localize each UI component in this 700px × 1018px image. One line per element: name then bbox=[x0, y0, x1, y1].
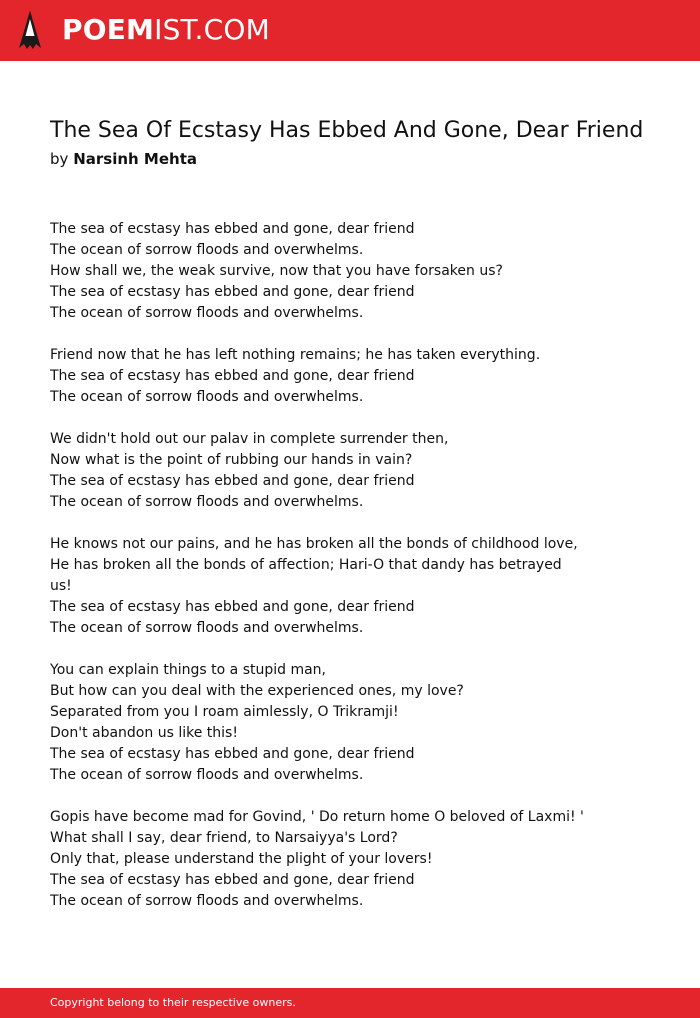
poem-line: The ocean of sorrow floods and overwhelms. bbox=[50, 242, 364, 258]
poem-line: The ocean of sorrow floods and overwhelms. bbox=[50, 893, 364, 909]
stanza bbox=[50, 429, 590, 513]
byline bbox=[50, 149, 197, 169]
poem-line: The sea of ecstasy has ebbed and gone, dear friend bbox=[50, 473, 415, 489]
poem-line: Separated from you I roam aimlessly, O Trikramji! bbox=[50, 704, 399, 720]
author-name: Narsinh Mehta bbox=[73, 150, 197, 168]
poem-line: The sea of ecstasy has ebbed and gone, dear friend bbox=[50, 368, 415, 384]
copyright-text: Copyright belong to their respective owners. bbox=[50, 996, 296, 1009]
poem-line: Only that, please understand the plight of your lovers! bbox=[50, 851, 433, 867]
poem-line: But how can you deal with the experienced ones, my love? bbox=[50, 683, 464, 699]
poem-line: us! bbox=[50, 578, 72, 594]
poem-line: The ocean of sorrow floods and overwhelms. bbox=[50, 305, 364, 321]
poem-line: He has broken all the bonds of affection; Hari-O that dandy has betrayed bbox=[50, 557, 562, 573]
stanza bbox=[50, 534, 590, 639]
stanza bbox=[50, 660, 590, 786]
logo-light-text: IST.COM bbox=[154, 13, 270, 46]
poem-line: The sea of ecstasy has ebbed and gone, dear friend bbox=[50, 872, 415, 888]
poem-line: The ocean of sorrow floods and overwhelms. bbox=[50, 389, 364, 405]
site-logo[interactable] bbox=[62, 13, 270, 47]
poem-line: We didn't hold out our palav in complete surrender then, bbox=[50, 431, 449, 447]
poem-line: The sea of ecstasy has ebbed and gone, dear friend bbox=[50, 284, 415, 300]
site-header bbox=[0, 0, 700, 61]
poem-line: The ocean of sorrow floods and overwhelms. bbox=[50, 620, 364, 636]
stanza bbox=[50, 807, 590, 912]
poem-line: Don't abandon us like this! bbox=[50, 725, 238, 741]
stanza bbox=[50, 219, 590, 324]
poem-line: The sea of ecstasy has ebbed and gone, dear friend bbox=[50, 599, 415, 615]
poem-line: The sea of ecstasy has ebbed and gone, dear friend bbox=[50, 746, 415, 762]
poem-line: Gopis have become mad for Govind, ' Do return home O beloved of Laxmi! ' bbox=[50, 809, 584, 825]
poem-title: The Sea Of Ecstasy Has Ebbed And Gone, Dear Friend bbox=[50, 118, 644, 143]
poem-line: What shall I say, dear friend, to Narsaiyya's Lord? bbox=[50, 830, 398, 846]
poem-line: The sea of ecstasy has ebbed and gone, dear friend bbox=[50, 221, 415, 237]
poem-line: The ocean of sorrow floods and overwhelms. bbox=[50, 494, 364, 510]
poem-body bbox=[50, 219, 590, 933]
poem-line: He knows not our pains, and he has broken all the bonds of childhood love, bbox=[50, 536, 578, 552]
site-footer bbox=[0, 988, 700, 1018]
poem-line: How shall we, the weak survive, now that you have forsaken us? bbox=[50, 263, 503, 279]
poem-line: You can explain things to a stupid man, bbox=[50, 662, 327, 678]
logo-bold-text: POEM bbox=[62, 13, 155, 46]
poem-line: Now what is the point of rubbing our hands in vain? bbox=[50, 452, 413, 468]
pencil-tip-icon bbox=[17, 10, 43, 52]
poem-line: The ocean of sorrow floods and overwhelms. bbox=[50, 767, 364, 783]
by-label: by bbox=[50, 150, 69, 168]
poem-line: Friend now that he has left nothing remains; he has taken everything. bbox=[50, 347, 541, 363]
stanza bbox=[50, 345, 590, 408]
